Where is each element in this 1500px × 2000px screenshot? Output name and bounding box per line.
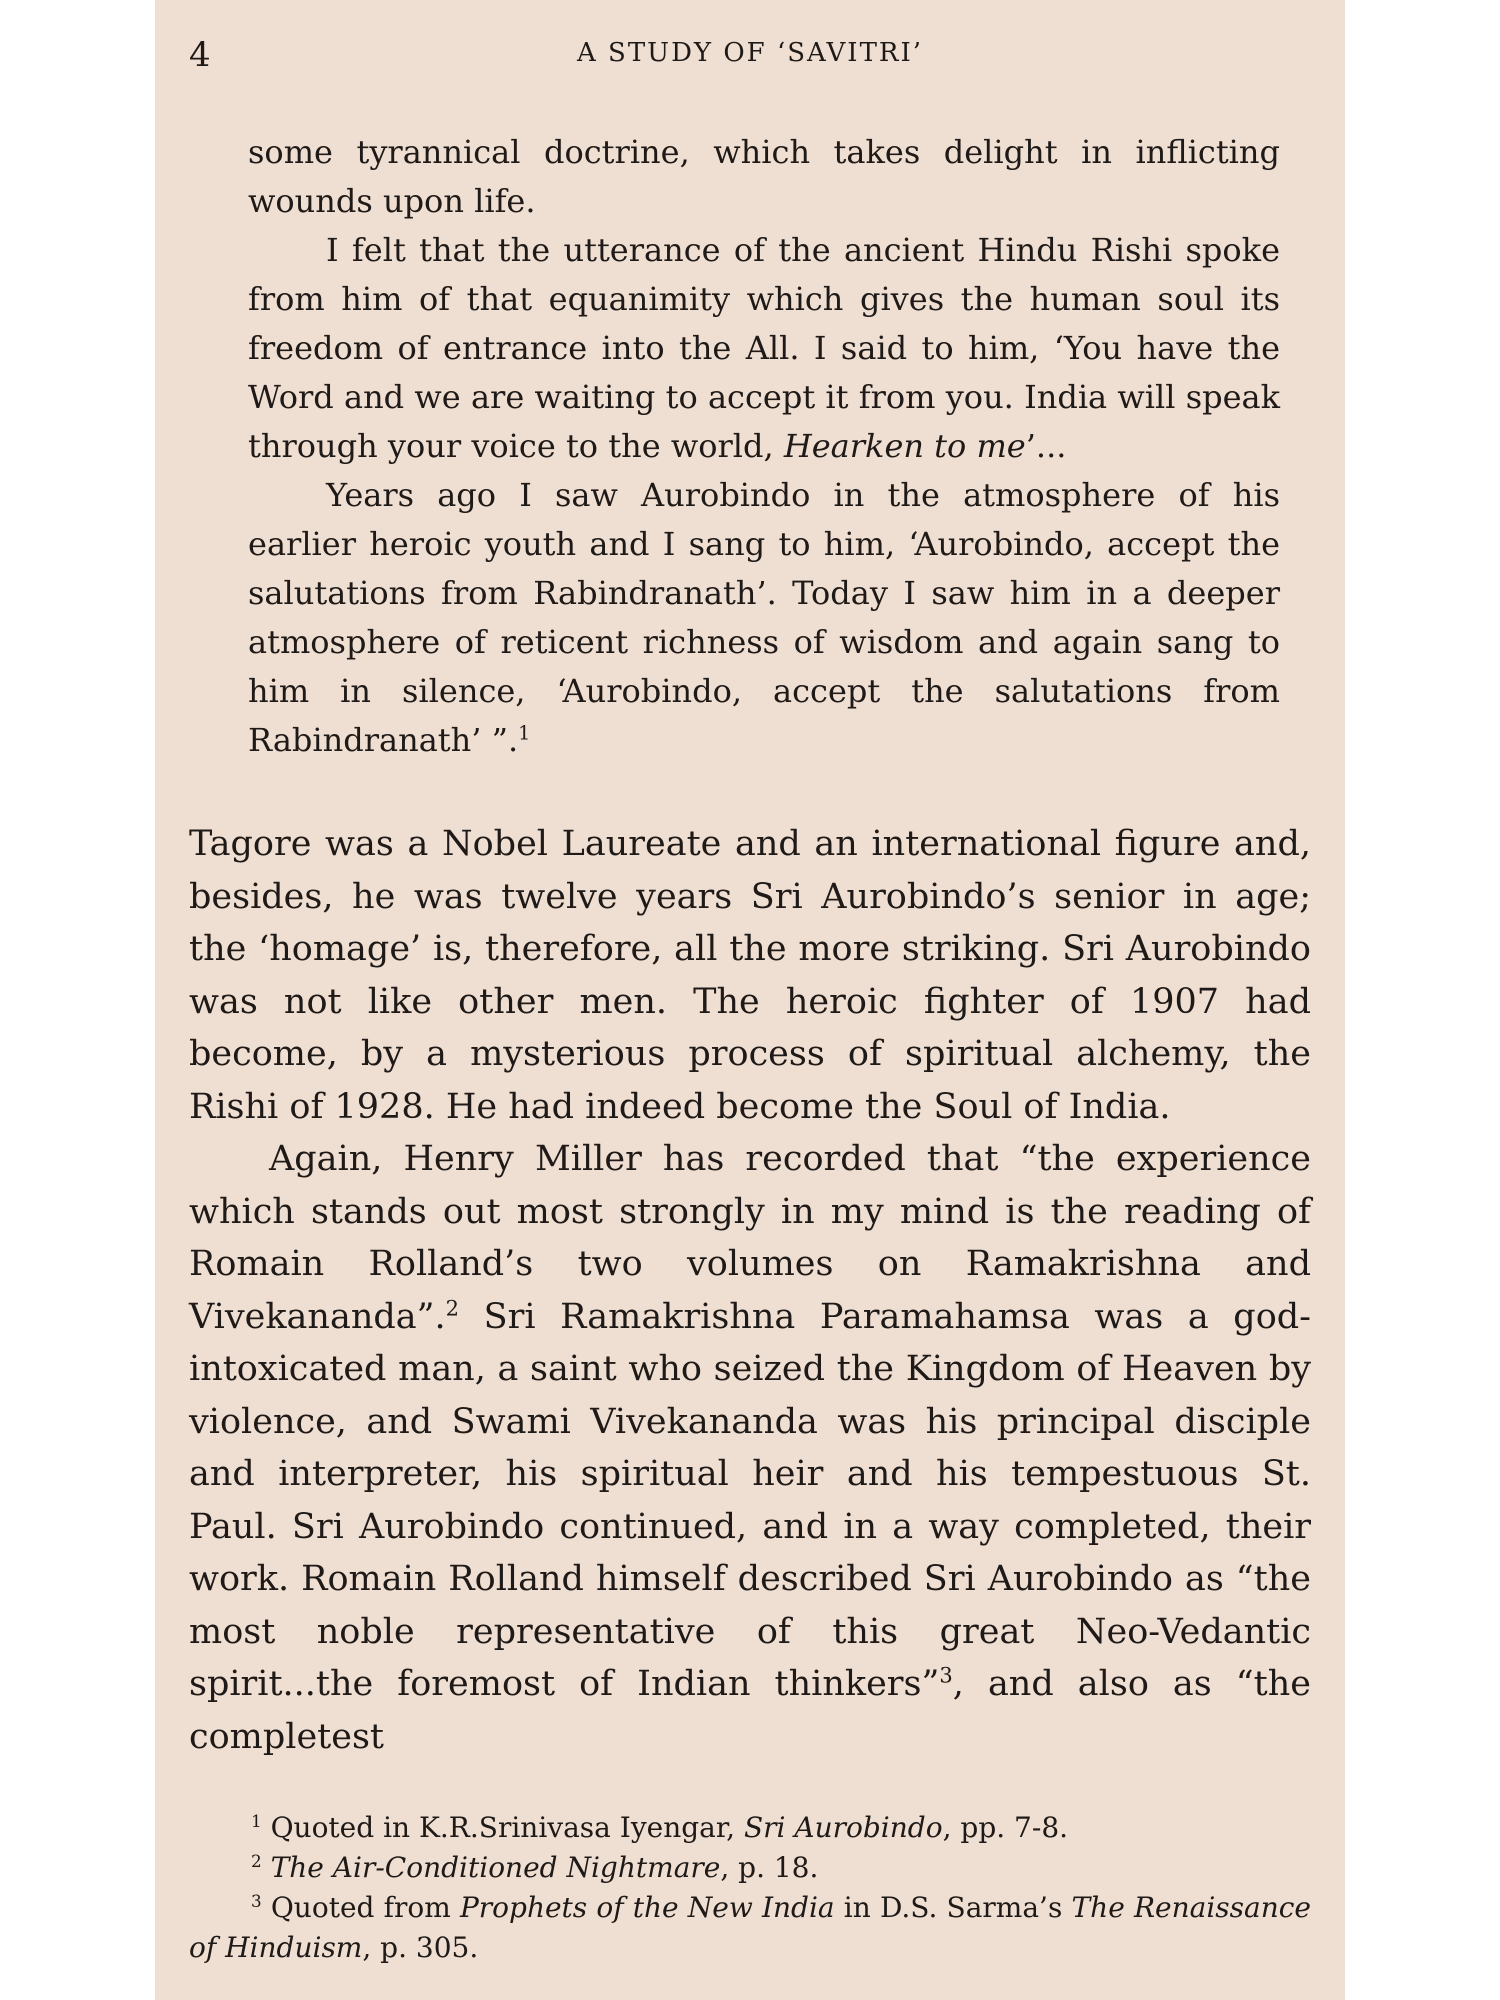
footnote-3-title-2: The Renaissance of Hinduism <box>189 1891 1311 1964</box>
body-paragraph-1: Tagore was a Nobel Laureate and an international figure and, besides, he was twelve years Sri Aurobindo’s senior in age; the ‘homage’ is, therefore, all the more striking. Sri Aurobindo was not like other men. The heroic fighter of 1907 had become, by a mysterious process of spiritual alchemy, the Rishi of 1928. He had indeed become the Soul of India. <box>189 824 1311 1127</box>
quote-paragraph-3-text: Years ago I saw Aurobindo in the atmosphere of his earlier heroic youth and I sang to him, ‘Aurobindo, accept the salutations from Rabindranath’. Today I saw him in a deeper atmosphere of reticent richness of wisdom and again sang to him in silence, ‘Aurobindo, accept the salutations from Rabindranath’ ”. <box>248 476 1280 759</box>
quote-paragraph-1: some tyrannical doctrine, which takes delight in inflicting wounds upon life. <box>248 133 1280 220</box>
quote-paragraph-2-end: ’... <box>1025 427 1067 465</box>
body-paragraph-2-part-b: Sri Ramakrishna Paramahamsa was a god-intoxicated man, a saint who seized the Kingdom of Heaven by violence, and Swami Vivekananda was his principal disciple and interpreter, his spiritual heir and his tempestuous St. Paul. Sri Aurobindo continued, and in a way completed, their work. Romain Rolland himself described Sri Aurobindo as “the most noble representative of this great Neo-Vedantic spirit...the foremost of Indian thinkers” <box>189 1296 1311 1704</box>
running-title: A STUDY OF ‘SAVITRI’ <box>576 38 924 68</box>
footnote-1-marker: 1 <box>251 1810 262 1831</box>
main-text <box>189 818 1311 1763</box>
footnote-2-pages: , p. 18. <box>720 1851 819 1884</box>
quote-paragraph-3 <box>248 471 1280 765</box>
footnote-3-marker: 3 <box>251 1890 262 1911</box>
footnote-ref-1: 1 <box>518 721 531 745</box>
footnote-3-pages: , p. 305. <box>362 1931 479 1964</box>
footnote-2-text <box>262 1851 271 1884</box>
footnotes <box>189 1808 1311 1968</box>
footnote-2-marker: 2 <box>251 1850 262 1871</box>
quote-paragraph-2-italic: Hearken to me <box>783 427 1026 465</box>
footnote-ref-2: 2 <box>445 1295 460 1320</box>
body-paragraph-2-part-c: , and also as “the completest <box>189 1664 1311 1757</box>
page-number: 4 <box>189 35 211 75</box>
footnote-1-pages: , pp. 7-8. <box>942 1811 1069 1844</box>
footnote-3-title: Prophets of the New India <box>459 1891 835 1924</box>
book-page <box>155 0 1345 2000</box>
footnote-1-text: Quoted in K.R.Srinivasa Iyengar, <box>261 1811 744 1844</box>
quote-paragraph-2-text: I felt that the utterance of the ancient Hindu Rishi spoke from him of that equanimity which gives the human soul its freedom of entrance into the All. I said to him, ‘You have the Word and we are waiting to accept it from you. India will speak through your voice to the world, <box>248 231 1280 465</box>
quote-paragraph-2 <box>248 226 1280 471</box>
quotation-block <box>248 128 1280 765</box>
body-paragraph-2-part-a: Again, Henry Miller has recorded that “the experience which stands out most strongly in my mind is the reading of Romain Rolland’s two volumes on Ramakrishna and Vivekananda”. <box>189 1139 1311 1337</box>
footnote-1 <box>189 1808 1311 1848</box>
footnote-2 <box>189 1848 1311 1888</box>
footnote-3 <box>189 1888 1311 1968</box>
footnote-ref-3: 3 <box>939 1663 953 1688</box>
footnote-2-title: The Air-Conditioned Nightmare <box>270 1851 721 1884</box>
footnote-1-title: Sri Aurobindo <box>743 1811 943 1844</box>
footnote-3-mid: in D.S. Sarma’s <box>834 1891 1072 1924</box>
footnote-3-text: Quoted from <box>261 1891 460 1924</box>
body-paragraph-2 <box>189 1133 1311 1763</box>
